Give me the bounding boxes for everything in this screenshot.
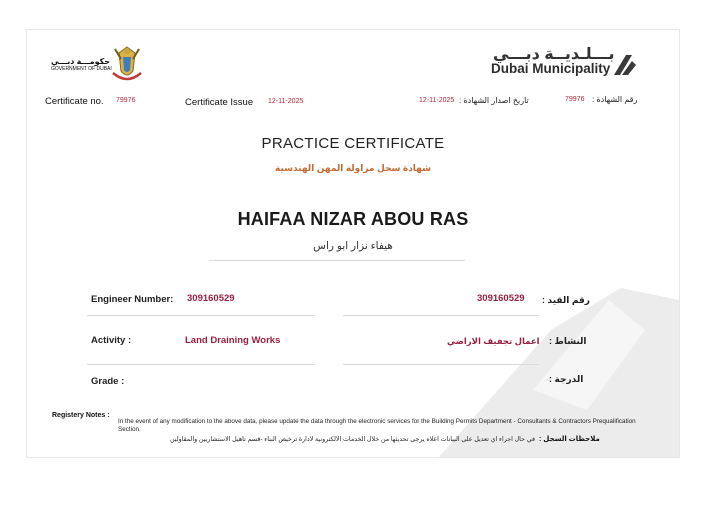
grade-label-ar: الدرجة : [549, 374, 584, 384]
gov-logo-name-en: GOVERNMENT OF DUBAI [51, 66, 112, 72]
gov-logo-name-ar: حكومـــة دبـــي [51, 57, 111, 66]
activity-row-divider-right [343, 364, 539, 365]
dubai-municipality-logo [487, 44, 647, 78]
issue-value: 12-11-2025 [268, 98, 304, 105]
activity-label: Activity : [91, 335, 132, 346]
engineer-number-label-ar: رقم القيد : [542, 295, 590, 305]
dm-logo-name-en: Dubai Municipality [491, 61, 611, 76]
issue-value-ar: 12-11-2025 [419, 97, 455, 104]
dm-chevron-icon [612, 51, 638, 77]
engineer-number-label: Engineer Number: [91, 294, 174, 305]
certificate-title: PRACTICE CERTIFICATE [261, 135, 445, 152]
issue-label: Certificate Issue [185, 97, 254, 108]
cert-no-value-ar: 79976 [565, 96, 585, 103]
notes-text-ar: في حال اجراء اي تعديل على البيانات اعلاه يرجى تحديثها من خلال الخدمات الالكترونية لادارة ترخيص البناء -قسم تاهيل الاستشاريين والمقاولين [170, 436, 535, 443]
activity-label-ar: النشاط : [549, 336, 587, 346]
name-divider [209, 260, 465, 261]
activity-value: Land Draining Works [185, 335, 281, 346]
activity-row-divider-left [87, 364, 315, 365]
holder-name-ar: هيفاء نزار ابو راس [313, 240, 393, 252]
notes-text-en: In the event of any modification to the above data, please update the data through the electronic services for the Building Permits Department - Consultants & Contractors Prequalification Section. [118, 418, 636, 433]
notes-label-ar: ملاحظات السجل : [539, 436, 600, 443]
engineer-number-value-ar: 309160529 [477, 293, 525, 304]
activity-value-ar: اعمال تجفيف الاراضي [447, 336, 540, 346]
government-of-dubai-logo [51, 43, 151, 85]
engineer-number-value: 309160529 [187, 293, 235, 304]
cert-no-label: Certificate no. [45, 96, 104, 107]
engineer-row-divider-right [343, 315, 539, 316]
grade-label: Grade : [91, 376, 125, 387]
cert-no-label-ar: رقم الشهادة : [592, 95, 638, 104]
engineer-row-divider-left [87, 315, 315, 316]
issue-label-ar: تاريخ اصدار الشهادة : [459, 96, 529, 105]
dm-logo-name-ar: بـــلـديــة دبـــي [493, 46, 615, 63]
cert-no-value: 79976 [116, 97, 136, 104]
certificate-title-ar: شهادة سجل مزاولة المهن الهندسية [275, 163, 431, 173]
dubai-emblem-icon [109, 43, 145, 85]
holder-name: HAIFAA NIZAR ABOU RAS [237, 209, 469, 229]
certificate-document [26, 29, 680, 458]
notes-label-en: Registery Notes : [52, 412, 110, 419]
